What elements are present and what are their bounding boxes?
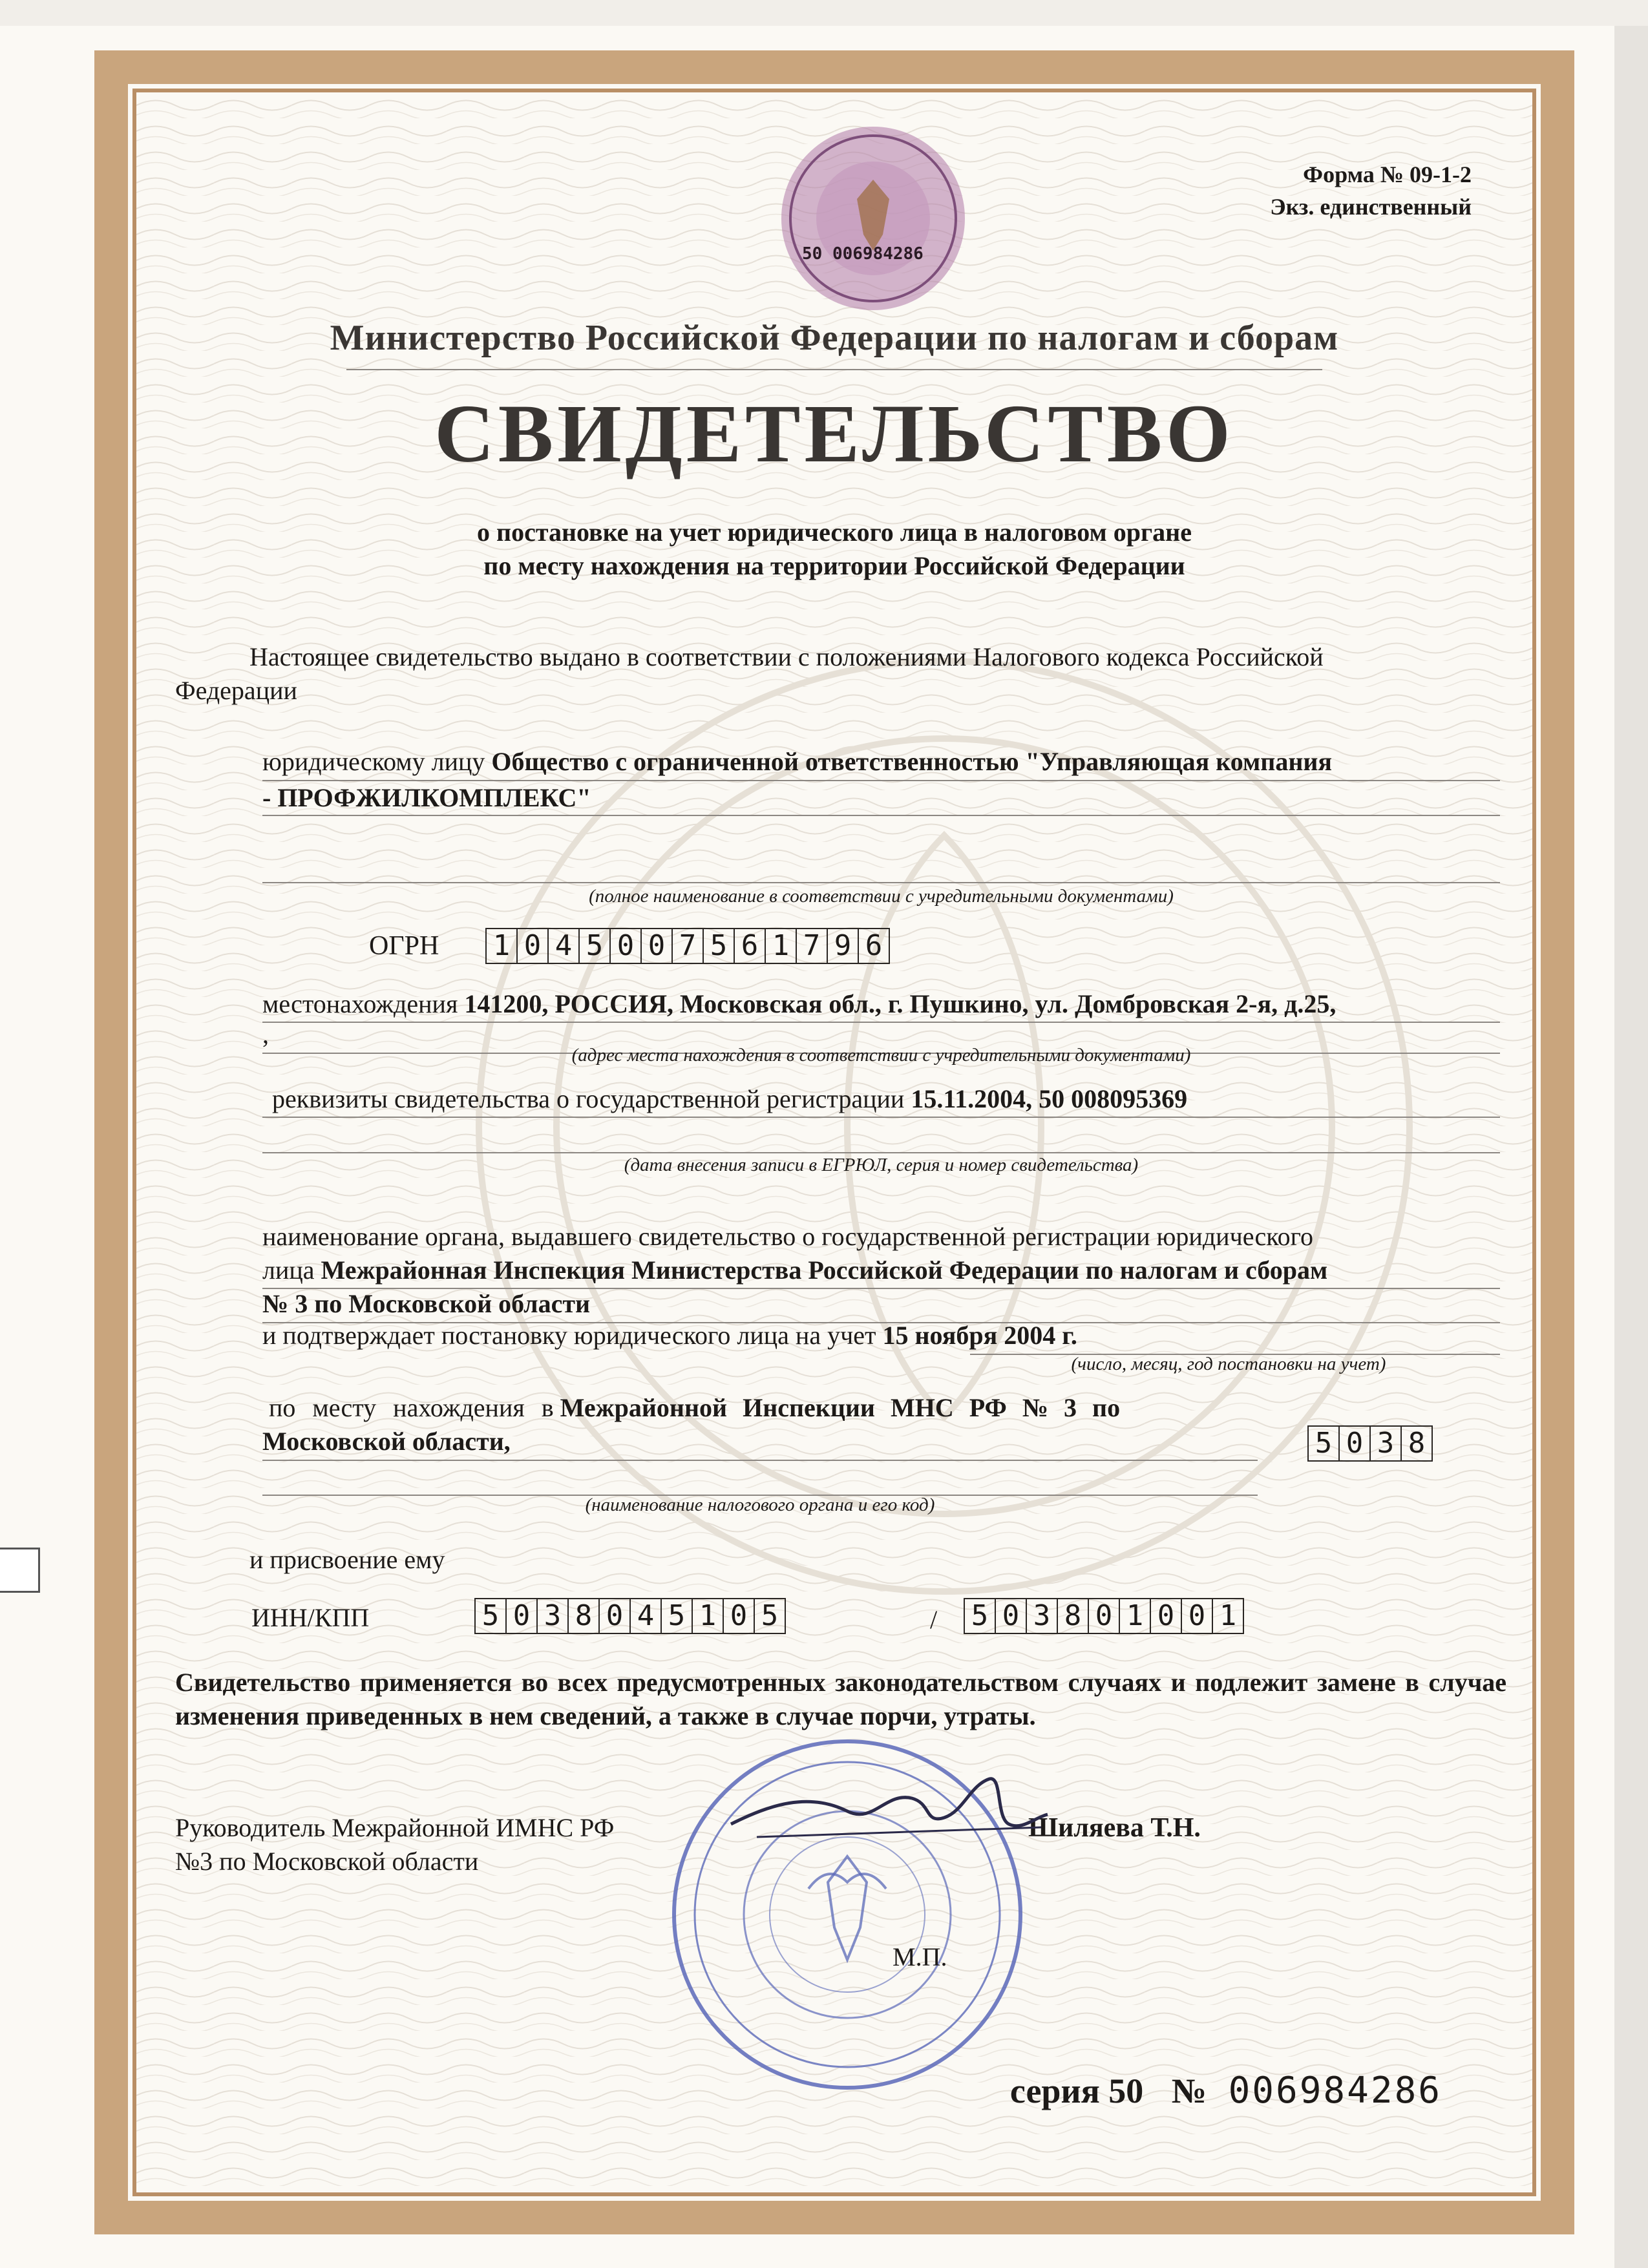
series-value: 50 xyxy=(1108,2072,1144,2110)
ogrn-digit: 7 xyxy=(673,929,704,963)
validity-notice: Свидетельство применяется во всех предусмотренных законодательством случаях и подлежит замене в случае изменения приведенных в нем сведений, а также в случае порчи, утраты. xyxy=(175,1668,1506,1730)
signatory-name: Шиляева Т.Н. xyxy=(1028,1813,1201,1843)
document-subtitle xyxy=(136,516,1532,583)
tax-office-value-line-2: Московской области, xyxy=(262,1427,511,1456)
intro-line-1: Настоящее свидетельство выдано в соответствии с положениями Налогового кодекса Российской xyxy=(249,642,1324,671)
confirmation-value: 15 ноября 2004 г. xyxy=(882,1321,1077,1350)
address-rule-1 xyxy=(262,1022,1500,1023)
signatory-position-line-1: Руководитель Межрайонной ИМНС РФ xyxy=(175,1813,615,1842)
address-value-line-1: 141200, РОССИЯ, Московская обл., г. Пушкино, ул. Домбровская 2-я, д.25, xyxy=(464,989,1336,1018)
tax-office-value-line-1: Межрайонной Инспекции МНС РФ № 3 по xyxy=(560,1393,1121,1422)
kpp-digit: 0 xyxy=(1182,1599,1213,1633)
confirmation-line xyxy=(262,1319,1077,1352)
form-number: Форма № 09-1-2 xyxy=(1303,162,1472,187)
scan-side-tab xyxy=(0,1548,40,1593)
address-caption: (адрес места нахождения в соответствии с учредительными документами) xyxy=(571,1045,1191,1066)
issuer-label-line-1: наименование органа, выдавшего свидетельство о государственной регистрации юридического xyxy=(262,1222,1314,1251)
hologram-number: 50 006984286 xyxy=(802,244,924,264)
issuer-label-line-2: лица xyxy=(262,1255,315,1285)
certificate-paper xyxy=(136,92,1532,2192)
ogrn-digit: 1 xyxy=(487,929,518,963)
assignment-label: и присвоение ему xyxy=(249,1545,445,1574)
kpp-digit: 5 xyxy=(965,1599,996,1633)
tax-code-digit: 5 xyxy=(1309,1427,1340,1460)
inn-digit: 0 xyxy=(507,1599,538,1633)
entity-caption: (полное наименование в соответствии с учредительными документами) xyxy=(589,886,1174,907)
tax-office-code-boxes xyxy=(1307,1425,1433,1462)
issuer-value-line-1: Межрайонная Инспекция Министерства Российской Федерации по налогам и сборам xyxy=(321,1255,1328,1285)
kpp-boxes xyxy=(964,1598,1244,1634)
subtitle-line-1: о постановке на учет юридического лица в налоговом органе xyxy=(477,518,1192,547)
document-title: СВИДЕТЕЛЬСТВО xyxy=(434,388,1234,479)
kpp-digit: 8 xyxy=(1058,1599,1089,1633)
ogrn-digit: 1 xyxy=(766,929,797,963)
inn-digit: 5 xyxy=(761,1599,779,1632)
tax-code-digit: 3 xyxy=(1371,1427,1402,1460)
intro-line-2: Федерации xyxy=(175,676,297,705)
subtitle-line-2: по месту нахождения на территории Российской Федерации xyxy=(483,551,1185,580)
handwritten-signature xyxy=(718,1766,1054,1856)
entity-rule-2 xyxy=(262,815,1500,816)
inn-digit: 5 xyxy=(476,1599,507,1633)
signatory-position-line-2: №3 по Московской области xyxy=(175,1847,479,1876)
confirmation-caption: (число, месяц, год постановки на учет) xyxy=(1071,1354,1386,1374)
entity-name-line-1: Общество с ограниченной ответственностью "Управляющая компания xyxy=(491,747,1333,776)
ogrn-digit: 9 xyxy=(828,929,859,963)
address-value-line-2: , xyxy=(262,1020,269,1049)
ogrn-digit: 5 xyxy=(704,929,735,963)
hologram-sticker xyxy=(776,121,970,315)
address-label: местонахождения xyxy=(262,989,458,1018)
inn-digit: 0 xyxy=(600,1599,631,1633)
tax-code-digit: 8 xyxy=(1408,1427,1426,1460)
series-label: серия xyxy=(1009,2072,1100,2110)
inn-kpp-label: ИНН/КПП xyxy=(251,1603,370,1632)
entity-name-line-2: - ПРОФЖИЛКОМПЛЕКС" xyxy=(262,783,591,812)
confirmation-label: и подтверждает постановку юридического лица на учет xyxy=(262,1321,876,1350)
kpp-digit: 0 xyxy=(996,1599,1027,1633)
series-block xyxy=(1010,2070,1442,2112)
entity-rule-3 xyxy=(262,882,1500,883)
ogrn-label: ОГРН xyxy=(369,931,439,961)
ogrn-boxes xyxy=(485,928,890,964)
issuer-value-line-2: № 3 по Московской области xyxy=(262,1289,591,1318)
inn-digit: 0 xyxy=(724,1599,755,1633)
issuer-line-2 xyxy=(262,1254,1327,1287)
kpp-digit: 0 xyxy=(1089,1599,1120,1633)
inn-kpp-separator: / xyxy=(930,1605,938,1634)
kpp-digit: 0 xyxy=(1151,1599,1182,1633)
inn-digit: 4 xyxy=(631,1599,662,1633)
ogrn-digit: 0 xyxy=(518,929,549,963)
ogrn-digit: 7 xyxy=(797,929,828,963)
ogrn-digit: 0 xyxy=(642,929,673,963)
inn-digit: 5 xyxy=(662,1599,693,1633)
number-sign: № xyxy=(1171,2072,1207,2110)
entity-line-1 xyxy=(262,745,1332,779)
ogrn-digit: 6 xyxy=(865,929,883,962)
registration-value: 15.11.2004, 50 008095369 xyxy=(911,1084,1188,1113)
inn-digit: 8 xyxy=(569,1599,600,1633)
ministry-rule xyxy=(346,369,1322,370)
ministry-name: Министерство Российской Федерации по налогам и сборам xyxy=(330,318,1339,358)
ogrn-digit: 5 xyxy=(580,929,611,963)
tax-office-label: по месту нахождения в xyxy=(269,1393,554,1422)
tax-office-caption: (наименование налогового органа и его код) xyxy=(585,1495,935,1515)
inn-digit: 3 xyxy=(538,1599,569,1633)
registration-label: реквизиты свидетельства о государственной регистрации xyxy=(272,1084,905,1113)
inn-boxes xyxy=(474,1598,786,1634)
registration-caption: (дата внесения записи в ЕГРЮЛ, серия и номер свидетельства) xyxy=(624,1155,1139,1175)
kpp-digit: 1 xyxy=(1120,1599,1151,1633)
inn-digit: 1 xyxy=(693,1599,724,1633)
series-number: 006984286 xyxy=(1228,2070,1442,2112)
registration-rule-1 xyxy=(262,1117,1500,1118)
address-line-1 xyxy=(262,987,1336,1021)
form-number-block xyxy=(1270,158,1472,223)
kpp-digit: 3 xyxy=(1027,1599,1058,1633)
registration-line xyxy=(272,1082,1187,1116)
ogrn-digit: 6 xyxy=(735,929,766,963)
tax-code-digit: 0 xyxy=(1340,1427,1371,1460)
kpp-digit: 1 xyxy=(1219,1599,1237,1632)
ogrn-digit: 0 xyxy=(611,929,642,963)
tax-office-rule-1 xyxy=(262,1460,1258,1461)
copy-note: Экз. единственный xyxy=(1270,194,1472,220)
seal-label: М.П. xyxy=(893,1942,947,1971)
registration-rule-2 xyxy=(262,1152,1500,1153)
ogrn-digit: 4 xyxy=(549,929,580,963)
entity-label: юридическому лицу xyxy=(262,747,485,776)
tax-office-line-1 xyxy=(269,1391,1120,1425)
